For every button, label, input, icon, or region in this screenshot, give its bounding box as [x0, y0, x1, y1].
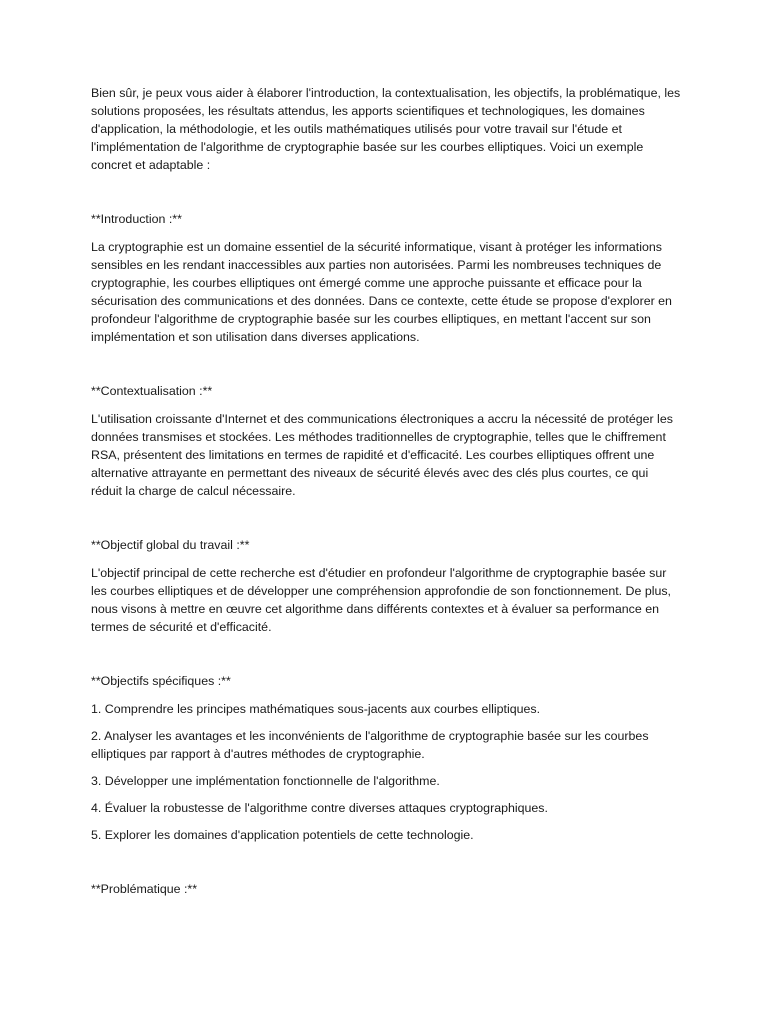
section-heading-objectifs-specifiques: **Objectifs spécifiques :**	[91, 674, 231, 688]
section-body-objectif-global: L'objectif principal de cette recherche est d'étudier en profondeur l'algorithme de cryptographie basée sur les courbes elliptiques et de développer une compréhension approfondie de son fonctionnement. De plus, nous visons à mettre en œuvre cet algorithme dans différents contextes et à évaluer sa performance en termes de sécurité et d'efficacité.	[91, 566, 671, 634]
section-heading-contextualisation: **Contextualisation :**	[91, 384, 213, 398]
document-page	[91, 84, 681, 908]
list-item: 5. Explorer les domaines d'application potentiels de cette technologie.	[91, 828, 474, 842]
list-item: 3. Développer une implémentation fonctionnelle de l'algorithme.	[91, 774, 440, 788]
list-item: 4. Évaluer la robustesse de l'algorithme contre diverses attaques cryptographiques.	[91, 801, 548, 815]
section-heading-problematique: **Problématique :**	[91, 882, 198, 896]
list-item: 1. Comprendre les principes mathématiques sous-jacents aux courbes elliptiques.	[91, 702, 541, 716]
intro-paragraph: Bien sûr, je peux vous aider à élaborer l'introduction, la contextualisation, les objectifs, la problématique, les solutions proposées, les résultats attendus, les apports scientifiques et technologiques, les domaines d'application, la méthodologie, et les outils mathématiques utilisés pour votre travail sur l'étude et l'implémentation de l'algorithme de cryptographie basée sur les courbes elliptiques. Voici un exemple concret et adaptable :	[91, 86, 681, 172]
section-heading-introduction: **Introduction :**	[91, 212, 182, 226]
section-body-contextualisation: L'utilisation croissante d'Internet et des communications électroniques a accru la nécessité de protéger les données transmises et stockées. Les méthodes traditionnelles de cryptographie, telles que le chiffrement RSA, présentent des limitations en termes de rapidité et d'efficacité. Les courbes elliptiques offrent une alternative attrayante en permettant des niveaux de sécurité élevés avec des clés plus courtes, ce qui réduit la charge de calcul nécessaire.	[91, 412, 673, 498]
list-item: 2. Analyser les avantages et les inconvénients de l'algorithme de cryptographie basée sur les courbes elliptiques par rapport à d'autres méthodes de cryptographie.	[91, 729, 649, 761]
section-body-introduction: La cryptographie est un domaine essentiel de la sécurité informatique, visant à protéger les informations sensibles en les rendant inaccessibles aux parties non autorisées. Parmi les nombreuses techniques de cryptographie, les courbes elliptiques ont émergé comme une approche puissante et efficace pour la sécurisation des communications et des données. Dans ce contexte, cette étude se propose d'explorer en profondeur l'algorithme de cryptographie basée sur les courbes elliptiques, en mettant l'accent sur son implémentation et son utilisation dans diverses applications.	[91, 240, 672, 344]
section-heading-objectif-global: **Objectif global du travail :**	[91, 538, 250, 552]
